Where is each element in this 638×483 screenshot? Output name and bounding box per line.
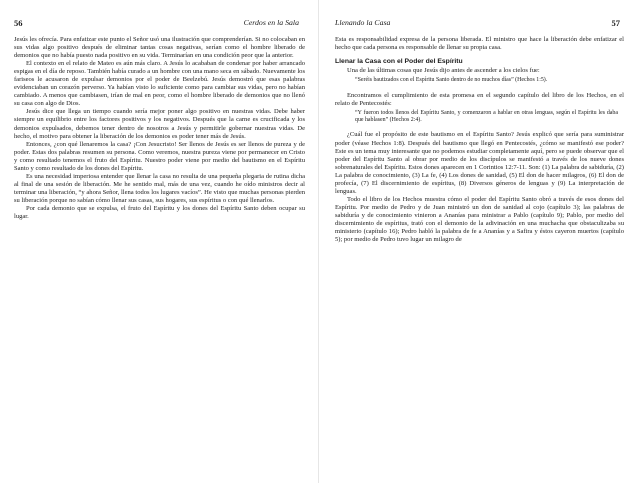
left-running-head (14, 18, 305, 36)
paragraph: Encontramos el cumplimiento de esta promesa en el segundo capítulo del libro de los Hechos, en el relato de Pentecostés: (335, 91, 624, 107)
paragraph: El contexto en el relato de Mateo es aún más claro. A Jesús lo acababan de condenar por haber arrancado espigas en el día de reposo. También había curado a un hombre con una mano seca en sábado. Nuevamente los fariseos le acusaron de expulsar demonios por el poder de Beelzebú. Jesús demostró que esas palabras evidenciaban un corazón perverso. Ya habían visto lo suficiente como para cambiar sus vidas, pero no habían cambiado. A menos que cambiasen, irían de mal en peor, como el hombre liberado de demonios que no llenó su casa con algo de Dios. (14, 60, 305, 108)
paragraph: Por cada demonio que se expulsa, el fruto del Espíritu y los dones del Espíritu Santo deben ocupar su lugar. (14, 204, 305, 221)
paragraph: Todo el libro de los Hechos muestra cómo el poder del Espíritu Santo obró a través de esos dones del Espíritu. Por medio de Pedro y de Juan ministró un don de sanidad al cojo (capítulo 3); las palabras de sabiduría y de conocimiento vinieron a Ananías para ministrar a Pablo (capítulo 9); Pablo, por medio del discernimiento de espíritus, trató con el demonio de la adivinación en una muchacha que obstaculizaba su ministerio (capítulo 16); Pedro habló la palabra de fe a Ananías y a Safira y éstos cayeron muertos (capítulo 5); por medio de Pedro tuvo lugar un milagro de (335, 195, 624, 244)
left-body-text (14, 36, 305, 221)
right-running-head (335, 18, 624, 36)
running-title: Cerdos en la Sala (243, 18, 299, 27)
section-heading: Llenar la Casa con el Poder del Espíritu (335, 58, 463, 66)
page-number: 57 (611, 18, 620, 28)
paragraph: ¿Cuál fue el propósito de este bautismo en el Espíritu Santo? Jesús explicó que sería para suministrar poder (véase Hechos 1:8). Después del bautismo que llegó en Pentecostés, ¿cómo se manifestó ese poder? Este es un tema muy interesante que no podemos estudiar completamente aquí, pero se puede observar que el poder del Espíritu Santo al obrar por medio de los discípulos se manifestó a través de los nueve dones sobrenaturales del Espíritu. Estos dones aparecen en 1 Corintios 12:7-11. Son: (1) La palabra de sabiduría, (2) La palabra de conocimiento, (3) La fe, (4) Los dones de sanidad, (5) El don de hacer milagros, (6) El don de profecía, (7) El discernimiento de espíritus, (8) Diversos géneros de lenguas y (9) La interpretación de lenguas. (335, 131, 624, 195)
scripture-quote: “Seréis bautizados con el Espíritu Santo dentro de no muchos días” (Hechos 1:5). (355, 77, 548, 84)
right-body-text (335, 36, 624, 244)
paragraph: Una de las últimas cosas que Jesús dijo antes de ascender a los cielos fue: (347, 67, 540, 75)
paragraph: Jesús les ofrecía. Para enfatizar este punto el Señor usó una ilustración que comprenderían. Si no colocaban en sus vidas algo positivo después de eliminar tantas cosas negativas, serían como el hombre liberado de demonios que no había puesto nada positivo en su vida. Terminarían en una condición peor que la anterior. (14, 36, 305, 60)
page-number: 56 (14, 18, 23, 28)
paragraph: Jesús dice que llega un tiempo cuando sería mejor poner algo positivo en nuestras vidas. Debe haber siempre un equilibrio entre los factores positivos y los negativos. Después que la carne es crucificada y los demonios expulsados, debemos tener dentro de nosotros a Jesús y permitirle gobernar nuestras vidas. De hecho, el motivo para obtener la liberación de los demonios es poder tener más de Jesús. (14, 108, 305, 140)
paragraph: Entonces, ¿con qué llenaremos la casa? ¡Con Jesucristo! Ser llenos de Jesús es ser llenos de pureza y de poder. Estas dos palabras resumen su persona. Como veremos, nuestra pureza viene por permanecer en Cristo y como resultado tenemos el fruto del Espíritu. Nuestro poder viene por medio del bautismo en el Espíritu Santo y como resultado de los dones del Espíritu. (14, 140, 305, 172)
paragraph: Es una necesidad imperiosa entender que llenar la casa no resulta de una pequeña plegaria de rutina dicha al final de una sesión de liberación. Me he sentido mal, más de una vez, cuando he oído ministros decir al terminar una liberación, “y ahora Señor, llena todos los lugares vacíos”. He visto que muchas personas pierden su liberación porque no sabían cómo llenar sus casas, sus hogares, sus espíritus o con qué llenarlos. (14, 172, 305, 204)
right-page (319, 0, 638, 483)
scripture-quote: “Y fueron todos llenos del Espíritu Santo, y comenzaron a hablar en otras lenguas, según el Espíritu les daba que hablasen” (Hechos 2:4). (355, 109, 618, 124)
paragraph: Esta es responsabilidad expresa de la persona liberada. El ministro que hace la liberación debe enfatizar el hecho que cada persona es responsable de llenar su propia casa. (335, 36, 624, 52)
running-title: Llenando la Casa (335, 18, 391, 27)
